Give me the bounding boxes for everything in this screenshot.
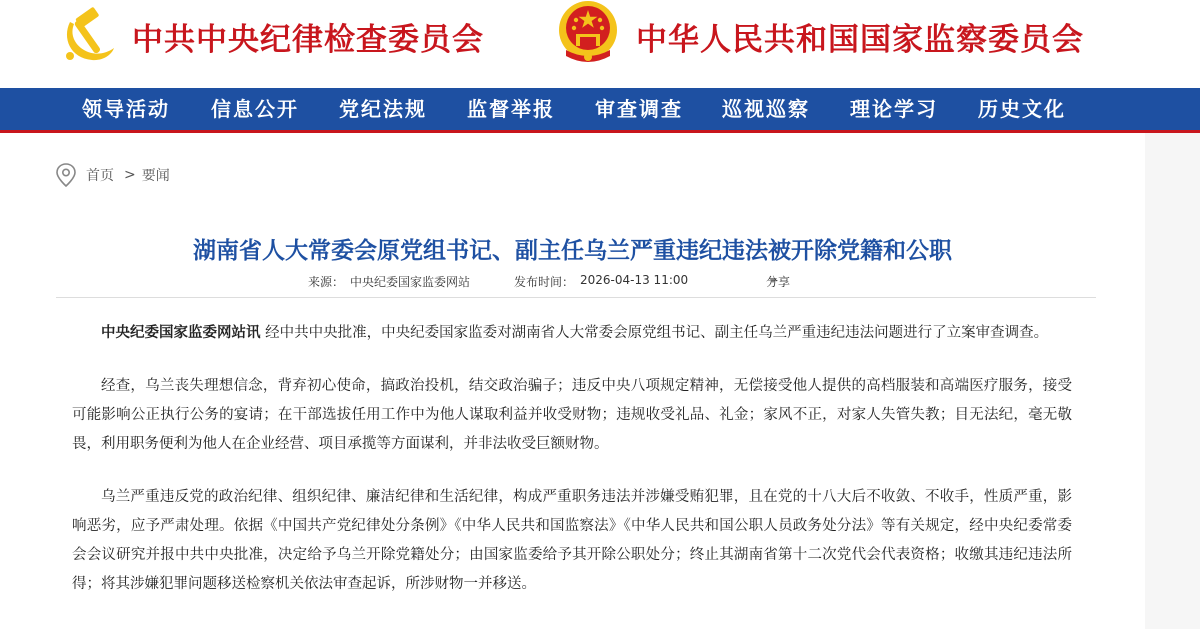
- publish-time-value: 2026-04-13 11:00: [580, 273, 689, 287]
- source-value: 中央纪委国家监委网站: [350, 275, 471, 289]
- paragraph-3: 乌兰严重违反党的政治纪律、组织纪律、廉洁纪律和生活纪律，构成严重职务违法并涉嫌受贿犯罪，且在党的十八大后不收敛、不收手，性质严重，影响恶劣，应予严肃处理。依据《中国共产党纪律处分条例》《中华人民共和国监察法》《中华人民共和国公职人员政务处分法》等有关规定，经中央纪委常委会会议研究并报中共中央批准，决定给予乌兰开除党籍处分；由国家监委给予其开除公职处分；终止其湖南省第十二次党代会代表资格；收缴其违纪违法所得；将其涉嫌犯罪问题移送检察机关依法审查起诉，所涉财物一并移送。: [72, 489, 1072, 592]
- article-body: [72, 319, 1072, 623]
- nav-item-theory[interactable]: 理论学习: [850, 97, 938, 121]
- nav-item-report[interactable]: 监督举报: [467, 97, 555, 121]
- national-emblem-icon[interactable]: [556, 0, 620, 66]
- page-gutter: [1145, 133, 1200, 629]
- breadcrumb-separator: >: [124, 167, 136, 183]
- org-title-ccdi[interactable]: 中共中央纪律检查委员会: [132, 22, 484, 58]
- nav-item-info-disclosure[interactable]: 信息公开: [211, 97, 299, 121]
- share-label: 分享: [766, 275, 791, 289]
- nav-item-leadership[interactable]: 领导活动: [82, 97, 170, 121]
- main-nav: [0, 88, 1200, 133]
- paragraph-1: [72, 319, 1072, 348]
- article-meta: [0, 273, 1145, 293]
- breadcrumb-current-link[interactable]: 要闻: [141, 168, 170, 184]
- article-title: 湖南省人大常委会原党组书记、副主任乌兰严重违纪违法被开除党籍和公职: [193, 238, 952, 265]
- breadcrumb: [56, 163, 170, 187]
- breadcrumb-home-link[interactable]: 首页: [86, 168, 114, 184]
- org-title-nsc[interactable]: 中华人民共和国国家监察委员会: [636, 22, 1084, 58]
- location-pin-icon: [56, 163, 76, 187]
- site-header: [0, 0, 1200, 88]
- paragraph-2: 经查，乌兰丧失理想信念，背弃初心使命，搞政治投机，结交政治骗子；违反中央八项规定精神，无偿接受他人提供的高档服装和高端医疗服务，接受可能影响公正执行公务的宴请；在干部选拔任用工作中为他人谋取利益并收受财物；违规收受礼品、礼金；家风不正，对家人失管失教；目无法纪，毫无敬畏，利用职务便利为他人在企业经营、项目承揽等方面谋利，并非法收受巨额财物。: [72, 378, 1072, 452]
- publish-time-label: 发布时间：: [514, 275, 575, 289]
- meta-divider: [56, 297, 1096, 298]
- nav-item-investigation[interactable]: 审查调查: [595, 97, 683, 121]
- source-label: 来源：: [308, 275, 345, 289]
- hammer-sickle-emblem-icon[interactable]: [56, 4, 118, 66]
- nav-item-history[interactable]: 历史文化: [978, 97, 1066, 121]
- nav-item-regulations[interactable]: 党纪法规: [339, 97, 427, 121]
- lead-source: 中央纪委国家监委网站讯: [101, 325, 261, 341]
- share-button[interactable]: [766, 273, 791, 289]
- paragraph-1-text: 经中共中央批准，中央纪委国家监委对湖南省人大常委会原党组书记、副主任乌兰严重违纪违法问题进行了立案审查调查。: [260, 325, 1049, 341]
- article-container: [0, 133, 1145, 629]
- nav-item-inspection[interactable]: 巡视巡察: [722, 97, 810, 121]
